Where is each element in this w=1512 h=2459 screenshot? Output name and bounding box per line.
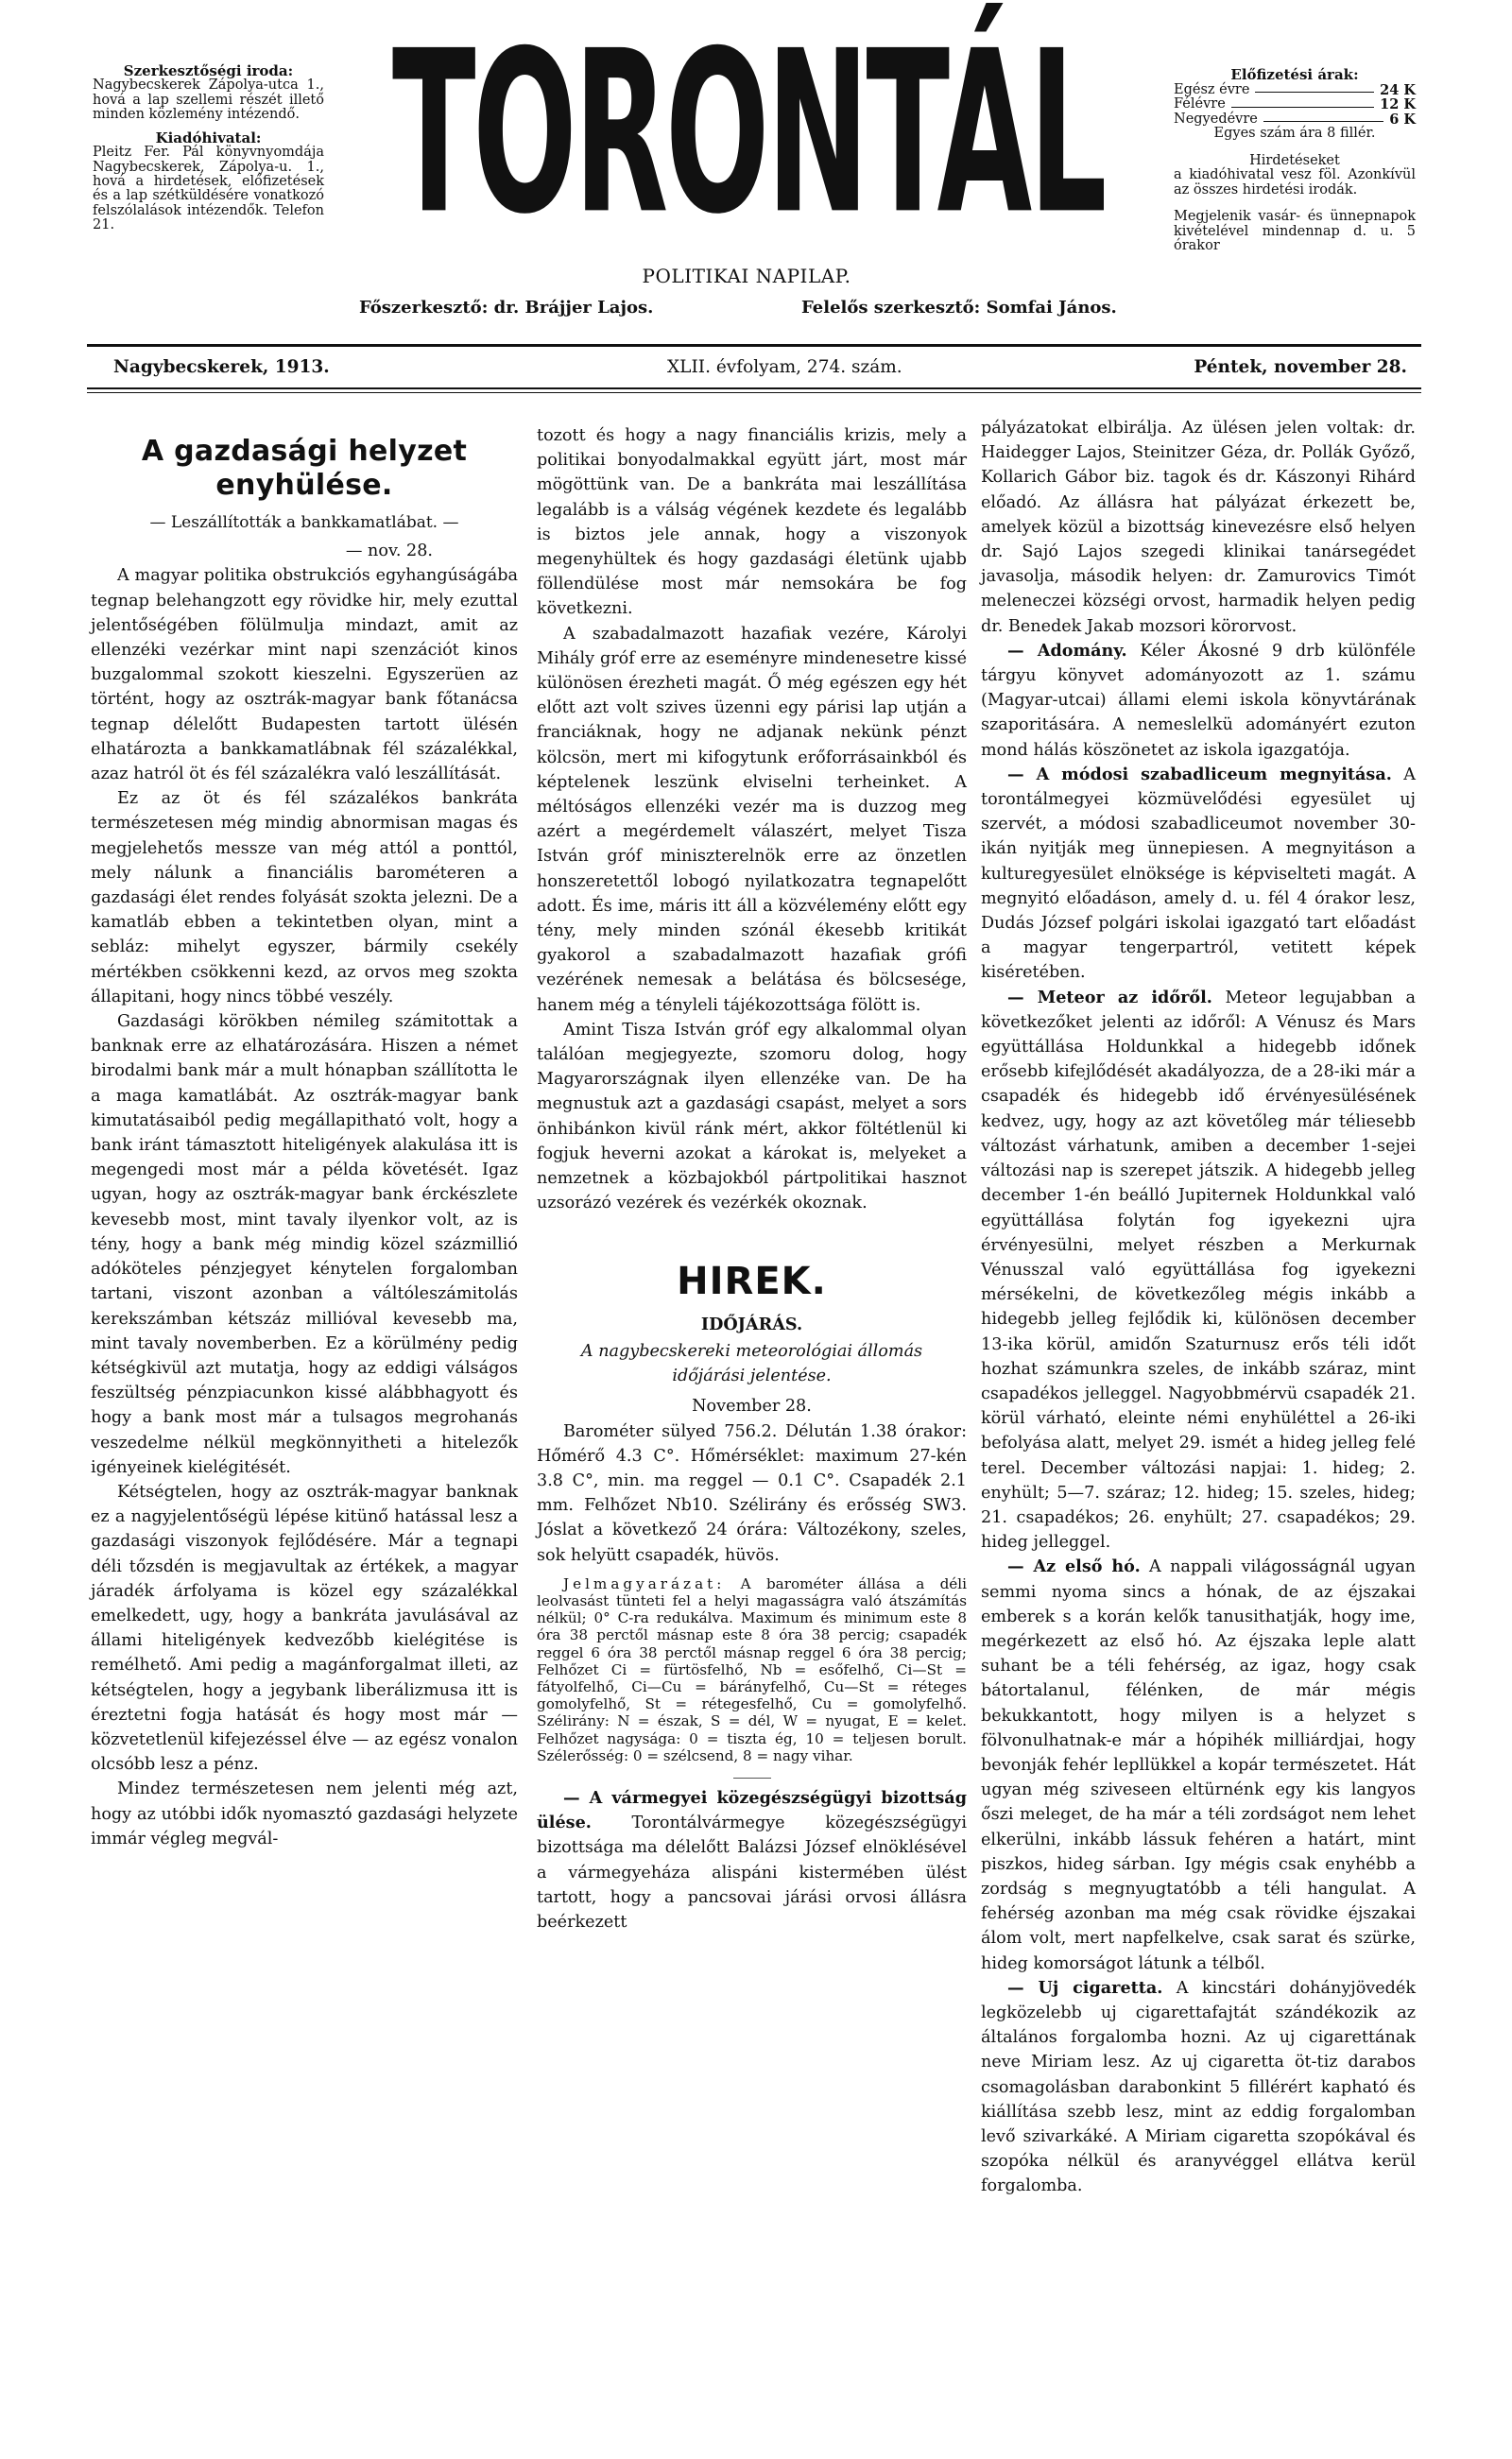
publisher-text: Pleitz Fer. Pál könyvnyomdája Nagybecskerek, Zápolya-u. 1., hová a hirdetések, előfizetések és a lap szétküldésére vonatkozó felszólalások intézendők. Telefon 21. [93,145,324,232]
dateline-volume: XLII. évfolyam, 274. szám. [667,357,902,377]
weather-legend-text: A barométer állása a déli leolvasást tünteti fel a helyi magasságra való átszámítás nélkül; 0° C-ra redukálva. Maximum és minimum este 8 óra 38 perctől másnap este 8 óra 38 percig; csapadék reggel 6 óra 38 perctől másnap reggel 6 óra 38 percig; Felhőzet Ci = fürtösfelhő, Nb = esőfelhő, Ci—St = fátyolfelhő, Ci—Cu = bárányfelhő, Cu—St = réteges gomolyfelhő, St = rétegesfelhő, Cu = gomolyfelhő. Szélirány: N = észak, S = dél, W = nyugat, E = kelet. Felhőzet nagysága: 0 = tiszta ég, 10 = teljesen borult. Szélerősség: 0 = szélcsend, 8 = nagy vihar. [537,1574,967,1764]
article-paragraph: A szabadalmazott hazafiak vezére, Károlyi Mihály gróf erre az eseményre mindenesetre kissé különösen érezheti magát. Ő még egészen egy hét előtt azt volt szives üzenni egy párisi lap utján a franciáknak, hogy ne adjanak nekünk pénzt kölcsön, mert mi kifogytunk erőforrásainkból és képtelenek leszünk elviselni terheinket. A méltóságos ellenzéki vezér ma is duzzog meg azért a megérdemelt válaszért, melyet Tisza István gróf miniszterelnök erre az önzetlen honszeretettől lobogó nyilatkozatra tegnapelőtt adott. És ime, máris itt áll a közvélemény előtt egy tény, mely minden szónál ékesebb kritikát gyakorol a szabadalmazott hazafiak grófi vezérének nemesak a belátása és bölcsesége, hanem még a tényleli tájékozottsága fölött is. [537,624,967,1015]
news-item-text: A kincstári dohányjövedék legközelebb uj cigarettafajtát szándékozik az általános forgalomba hozni. Az uj cigarettának neve Miriam lesz. Az uj cigaretta öt-tiz darabos csomagolásban darabonkint 5 fillérért kapható és kiállítása szebb lesz, mint az eddig forgalomban levő szivarkáké. A Miriam cigaretta szopókával és szopóka nélkül és aranyvéggel ellátva kerül forgalomba. [981,1978,1416,2196]
weather-legend-label: Jelmagyarázat: [563,1574,726,1592]
dateline-rule-thin [87,392,1421,393]
news-item-text: Kéler Ákosné 9 drb különféle tárgyu könyvet adományozott az 1. számu (Magyar-utcai) állami elemi iskola könyvtárának szaporitására. A nemeslelkü adományért ezuton mond hálás köszönetet az iskola igazgatója. [981,641,1416,760]
article-headline: A gazdasági helyzet enyhülése. [141,435,468,502]
article-subhead: — Leszállították a bankkamatlábat. — [149,513,459,532]
masthead-right [1174,68,1416,254]
column-3 [981,416,1416,2199]
publication-schedule: Megjelenik vasár- és ünnepnapok kivételével mindennap d. u. 5 órakor [1174,209,1416,253]
masthead-left [93,64,324,232]
ads-heading: Hirdetéseket [1249,152,1340,168]
news-item [981,1976,1416,2199]
column-2 [537,423,967,1935]
weather-legend [537,1575,967,1764]
responsible-editor: Felelős szerkesztő: Somfai János. [801,298,1117,318]
dateline [87,357,1421,382]
dateline-rule [87,387,1421,389]
price-row: Egész évre 24 K [1174,81,1416,98]
article-dateline: — nov. 28. [345,542,433,561]
ads-text: a kiadóhivatal vesz föl. Azonkívül az összes hirdetési irodák. [1174,167,1416,198]
news-section-title: HIREK. [677,1259,827,1303]
weather-subtitle: A nagybecskereki meteorológiai állomás időjárási jelentése. [580,1341,923,1386]
news-item-title: — Adomány. [1007,640,1127,661]
article-paragraph: Kétségtelen, hogy az osztrák-magyar banknak ez a nagyjelentőségü lépése kitünő hatással lesz a gazdasági viszonyok fejlődésére. Már a tegnapi déli tőzsdén is megjavultak az értékek, a magyar járadék árfolyama is közel egy százalékkal emelkedett, ugy, hogy a bankráta javulásával az állami hiteligények kedvezőbb kielégitése is remélhető. Ami pedig a magánforgalmat illeti, az kétségtelen, hogy a jegybank liberálizmusa itt is éreztetni fogja hatását és hogy most már — közvetetlenül kifejezéssel élve — az egész vonalon olcsóbb lesz a pénz. [91,1482,518,1775]
weather-report: Barométer sülyed 756.2. Délután 1.38 órakor: Hőmérő 4.3 C°. Hőmérséklet: maximum 27-kén 3.8 C°, min. ma reggel — 0.1 C°. Csapadék 2.1 mm. Felhőzet Nb10. Szélirány és erősség SW3. Jóslat a következő 24 órára: Változékony, szeles, sok helyütt csapadék, hüvös. [537,1421,967,1565]
news-item-title: — Az első hó. [1007,1556,1141,1577]
newspaper-subtitle: POLITIKAI NAPILAP. [642,265,851,287]
column-1 [91,423,518,1851]
editorial-office-heading: Szerkesztőségi iroda: [123,62,294,79]
price-row: Félévre 12 K [1174,96,1416,112]
news-item-text: Torontálvármegye közegészségügyi bizottsága ma délelőtt Balázsi József elnöklésével a vármegyeháza alispáni kistermében ülést tartott, hogy a pancsovai járási orvosi állásra beérkezett [537,1814,967,1932]
single-issue-price: Egyes szám ára 8 fillér. [1213,126,1376,141]
dateline-place: Nagybecskerek, 1913. [113,357,330,377]
dateline-day: Péntek, november 28. [1194,357,1407,377]
news-item-title: — A vármegyei közegészségügyi bizottság ülése. [537,1787,967,1833]
news-item-text: A torontálmegyei közmüvelődési egyesület uj szervét, a módosi szabadliceumot november 30-ikán nyitják meg ünnepiesen. A megnyitáson a kulturegyesület elnöksége is képviselteti magát. A megnyitó előadáson, amely d. u. fél 4 órakor lesz, Dudás József polgári iskolai igazgató tart előadást a magyar tengerpartról, vetitett képek kiséretében. [981,765,1416,983]
news-item-text: A nappali világosságnál ugyan semmi nyoma sincs a hónak, de az éjszakai emberek s a korán kelők tanusithatják, hogy ime, megérkezett az első hó. Az éjszaka leple alatt suhant be a téli fehérség, az igaz, hogy csak bátortalanul, félénken, de már mégis bekukkantott, hogy milyen is a helyzet s fölvonulhatnak-e már a hópihék milliárdjai, hogy bevonják fehér lepllükkel a kopár természetet. Hát ugyan még sziveseen eltürnénk egy kis langyos őszi meleget, de ha már a téli zordságot nem lehet elkerülni, inkább lássuk fehéren a határt, mint piszkos, hideg sárban. Igy mégis csak enyhébb a zordság s megnyugtatóbb a téli hangulat. A fehérség azonban ma még csak rövidke éjszakai álom volt, mert napfelkelve, csak sarat és szürke, hideg komorságot látunk a télből. [981,1557,1416,1973]
publisher-heading: Kiadóhivatal: [155,129,262,147]
newspaper-logo [352,3,1145,264]
news-item-title: — Uj cigaretta. [1007,1977,1163,1998]
prices-heading: Előfizetési árak: [1230,66,1359,83]
news-item-text: Meteor legujabban a következőket jelenti az időről: A Vénusz és Mars együttállása Holdunkkal a hidegebb időnek erősebb kifejlődését akadályozza, de a 28-iki már a csapadék és hidegebb idő érvényesülésének kedvez, ugy, hogy az azt követőleg már téliesebb változást várhatunk, amiben a december 1-sejei változási nap is szerepet játszik. A hidegebb jelleg december 1-én beálló Jupiternek Holdunkkal való együttállása folytán fog igyekezni ujra érvényesülni, melyet részben a Merkurnak Vénusszal való együttállása fog igyekezni mérsékelni, de következőleg mégis inkább a hidegebb jelleg fejlődik ki, különösen december 13-ika körül, amidőn Szaturnusz erős téli időt hozhat számunkra szeles, de inkább száraz, mint csapadékos jelleggel. Nagyobbmérvü csapadék 21. körül várható, eleinte némi enyhüléttel a 26-iki befolyása alatt, melyet 29. ismét a hideg jelleg felé terel. December változási napjai: 1. hideg; 2. enyhült; 5—7. száraz; 12. hideg; 15. szeles, hideg; 21. csapadékos; 26. enyhült; 27. csapadékos; 29. hideg jelleggel. [981,988,1416,1553]
price-row: Negyedévre 6 K [1174,111,1416,128]
editorial-office-text: Nagybecskerek Zápolya-utca 1., hová a lap szellemi részét illető minden közlemény intézendő. [93,77,324,122]
news-item-title: — Meteor az időről. [1007,987,1212,1007]
article-paragraph: Ez az öt és fél százalékos bankráta természetesen még mindig abnormisan magas és megjelehetős messze van még attól a ponttól, mely nálunk a financiális barométeren a gazdasági élet rendes folyását szokta jelezni. De a kamatláb ebben a tekintetben olyan, mint a sebláz: mihelyt egyszer, bármily csekély mértékben csökkenni kezd, az orvos meg szokta állapitani, hogy nincs többé veszély. [91,789,518,1006]
news-item-continuation: pályázatokat elbirálja. Az ülésen jelen voltak: dr. Haidegger Lajos, Steinitzer Géza, dr. Pollák Győző, Kollarich Gábor biz. tagok és dr. Kászonyi Rihárd előadó. Az állásra hat pályázat érkezett be, amelyek közül a bizottság kinevezésre első helyen dr. Sajó Lajos szegedi klinikai tanársegédet javasolja, második helyen: dr. Zamurovics Timót meleneczei községi orvost, harmadik helyen pedig dr. Benedek Jakab mozsori körorvost. [981,419,1416,636]
weather-title: IDŐJÁRÁS. [700,1314,803,1334]
weather-date: November 28. [692,1397,812,1417]
news-item-title: — A módosi szabadliceum megnyitása. [1007,764,1392,784]
news-item [981,763,1416,986]
article-paragraph: A magyar politika obstrukciós egyhangúságába tegnap belehangzott egy rövidke hir, mely ezuttal jelentőségében fölülmulja mindazt, amit az ellenzéki vezérkar mint napi szenzációt kinos buzgalommal szokott kieszelni. Egyszerüen az történt, hogy az osztrák-magyar bank főtanácsa tegnap délelőtt Budapesten tartott ülésén elhatározta a bankkamatlábnak fél százalékkal, azaz hatról öt és fél százalékra való leszállítását. [91,566,518,784]
article-paragraph: tozott és hogy a nagy financiális krizis, mely a politikai bonyodalmakkal együtt járt, most már mögöttünk van. De a bankráta mai leszállítása legalább is a válság végének kezdete és legalább is biztos jele annak, hogy a viszonyok megenyhültek és hogy gazdasági életünk ujabb föllendülése most már nemsokára be fog következni. [537,426,967,619]
news-item [981,1555,1416,1975]
article-paragraph: Mindez természetesen nem jelenti még azt, hogy az utóbbi idők nyomasztó gazdasági helyzete immár végleg megvál- [91,1780,518,1849]
chief-editor: Főszerkesztő: dr. Brájjer Lajos. [359,298,654,318]
news-item [981,639,1416,763]
news-item [537,1786,967,1935]
news-item [981,986,1416,1556]
masthead-rule [87,344,1421,347]
article-paragraph: Amint Tisza István gróf egy alkalommal olyan találóan megjegyezte, szomoru dolog, hogy Magyarországnak ilyen ellenzéke van. De ha megnustuk azt a gazdasági csapást, melyet a sors önhibánkon kivül ránk mért, akkor föltétlenül ki fogjuk heverni azokat a károkat is, melyeket a nemzetnek a közbajokból pártpolitikai hasznot uzsorázó vezérek és vezérkék okoznak. [537,1020,967,1213]
newspaper-title: TORONTÁL [392,3,1105,264]
article-paragraph: Gazdasági körökben némileg számitottak a banknak erre az elhatározására. Hiszen a német birodalmi bank már a mult hónapban szállította le a maga kamatlábát. Az osztrák-magyar bank kimutatásaiból pedig megállapitható volt, hogy a bank iránt támasztott hiteligények alakulása itt is megengedi most már a példa követését. Igaz ugyan, hogy az osztrák-magyar bank érckészlete kevesebb most, mint tavaly ilyenkor volt, az is tény, hogy a bank még mindig közel százmillió adóköteles pénzjegyet kénytelen forgalomban tartani, viszont azonban a váltóleszámitolás kerekszámban kétszáz millióval kevesebb ma, mint tavaly novemberben. Ez a körülmény pedig kétségkivül azt mutatja, hogy az eddigi válságos feszültség pénzpiacunkon kissé alábbhagyott és hogy a bank most már a tulsagos megrohanás veszedelme nélkül megkönnyitheti a hitelezők igényeinek kielégitését. [91,1012,518,1477]
separator [733,1778,771,1779]
